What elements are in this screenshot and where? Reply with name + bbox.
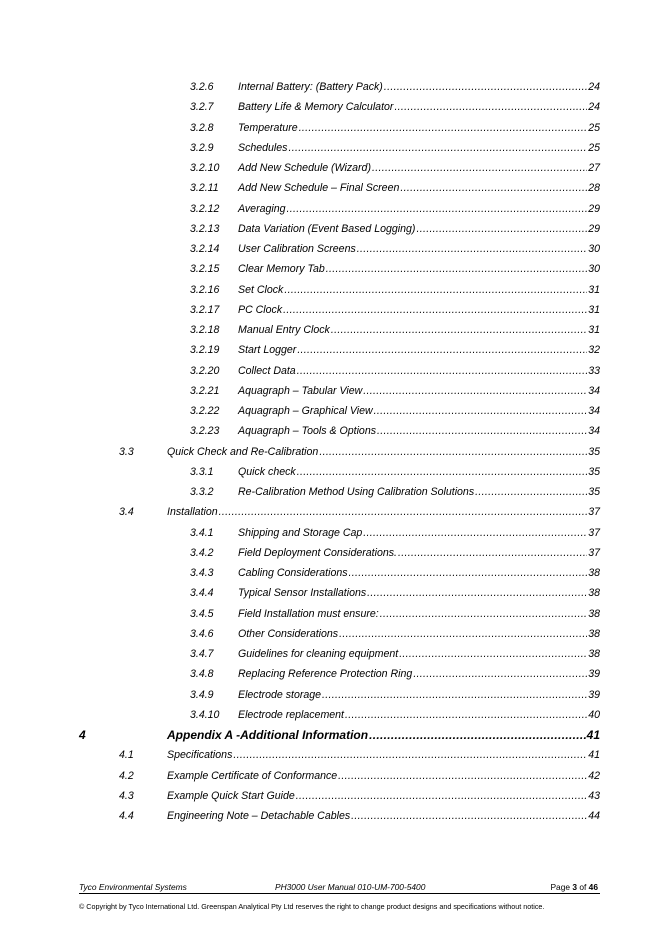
toc-dot-leader (233, 747, 587, 763)
toc-entry-number: 3.3.1 (190, 466, 214, 478)
toc-entry-page: 25 (588, 122, 600, 134)
toc-entry-title: User Calibration Screens (238, 243, 356, 255)
toc-entry-page: 34 (588, 385, 600, 397)
toc-dot-leader (219, 504, 588, 520)
toc-entry-title: Battery Life & Memory Calculator (238, 101, 394, 113)
toc-entry-page: 38 (588, 587, 600, 599)
toc-entry[interactable] (0, 423, 662, 439)
toc-entry-title: PC Clock (238, 304, 283, 316)
toc-entry-link[interactable] (238, 423, 600, 439)
toc-entry-title: Other Considerations (238, 628, 339, 640)
toc-entry-title: Data Variation (Event Based Logging) (238, 223, 416, 235)
toc-entry-link[interactable] (238, 646, 600, 662)
toc-entry-page: 24 (588, 81, 600, 93)
toc-entry-link[interactable] (238, 383, 600, 399)
toc-entry-title: Aquagraph – Tabular View (238, 385, 363, 397)
toc-entry-number: 3.2.22 (190, 405, 220, 417)
toc-entry-link[interactable] (238, 140, 600, 156)
toc-entry-link[interactable] (167, 788, 600, 804)
toc-entry-title: Replacing Reference Protection Ring (238, 668, 413, 680)
toc-entry-title: Averaging (238, 203, 286, 215)
toc-entry-title: Aquagraph – Tools & Options (238, 425, 377, 437)
toc-entry-page: 27 (588, 162, 600, 174)
toc-entry-number: 3.4.2 (190, 547, 214, 559)
toc-entry-title: Add New Schedule – Final Screen (238, 182, 400, 194)
toc-entry-link[interactable] (238, 606, 600, 622)
toc-entry[interactable] (0, 585, 662, 601)
toc-dot-leader (326, 261, 587, 277)
toc-entry-number: 3.4.3 (190, 567, 214, 579)
toc-entry-link[interactable] (167, 444, 600, 460)
toc-dot-leader (369, 727, 586, 743)
toc-entry-page: 37 (588, 527, 600, 539)
toc-entry-title: Typical Sensor Installations (238, 587, 367, 599)
toc-entry-link[interactable] (238, 221, 600, 237)
toc-dot-leader (296, 788, 587, 804)
toc-entry-number: 3.2.19 (190, 344, 220, 356)
toc-entry-title: Field Deployment Considerations. (238, 547, 397, 559)
toc-dot-leader (416, 221, 587, 237)
toc-entry[interactable] (0, 79, 662, 95)
toc-entry-link[interactable] (238, 342, 600, 358)
toc-dot-leader (374, 403, 588, 419)
toc-entry-title: Field Installation must ensure: (238, 608, 379, 620)
toc-entry-page: 44 (588, 810, 600, 822)
toc-dot-leader (357, 241, 587, 257)
toc-dot-leader (297, 342, 587, 358)
toc-entry-link[interactable] (238, 261, 600, 277)
toc-entry[interactable] (0, 201, 662, 217)
toc-entry-link[interactable] (238, 241, 600, 257)
toc-entry-page: 29 (588, 203, 600, 215)
toc-entry-number: 4.1 (119, 749, 134, 761)
toc-entry[interactable] (0, 545, 662, 561)
toc-entry-link[interactable] (238, 484, 600, 500)
toc-entry-title: Engineering Note – Detachable Cables (167, 810, 351, 822)
toc-entry[interactable] (0, 99, 662, 115)
toc-entry-page: 29 (588, 223, 600, 235)
toc-entry[interactable] (0, 788, 662, 804)
toc-entry[interactable] (0, 444, 662, 460)
toc-dot-leader (297, 464, 588, 480)
toc-entry-title: Start Logger (238, 344, 297, 356)
toc-entry-title: Shipping and Storage Cap (238, 527, 363, 539)
toc-entry-number: 3.4.9 (190, 689, 214, 701)
toc-entry[interactable] (0, 504, 662, 520)
toc-entry-page: 41 (586, 728, 600, 742)
toc-dot-leader (322, 687, 587, 703)
toc-dot-leader (297, 363, 588, 379)
toc-entry-link[interactable] (167, 747, 600, 763)
toc-dot-leader (345, 707, 587, 723)
toc-dot-leader (367, 585, 587, 601)
toc-entry[interactable] (0, 322, 662, 338)
toc-entry[interactable] (0, 666, 662, 682)
toc-entry[interactable] (0, 747, 662, 763)
toc-entry[interactable] (0, 221, 662, 237)
toc-entry[interactable] (0, 160, 662, 176)
toc-entry-page: 38 (588, 608, 600, 620)
toc-entry[interactable] (0, 707, 662, 723)
toc-entry-link[interactable] (238, 180, 600, 196)
toc-entry-number: 3.2.16 (190, 284, 220, 296)
toc-entry-link[interactable] (238, 120, 600, 136)
toc-entry-link[interactable] (238, 666, 600, 682)
copyright-notice: © Copyright by Tyco International Ltd. Greenspan Analytical Pty Ltd reserves the right to change product designs and specifications without notice. (79, 902, 545, 911)
toc-entry-number: 3.2.21 (190, 385, 220, 397)
toc-entry-page: 38 (588, 648, 600, 660)
toc-entry-title: Re-Calibration Method Using Calibration Solutions (238, 486, 475, 498)
toc-entry-title: Manual Entry Clock (238, 324, 330, 336)
toc-entry-title: Set Clock (238, 284, 284, 296)
toc-dot-leader (363, 383, 587, 399)
toc-entry-page: 28 (588, 182, 600, 194)
toc-entry-number: 3.2.9 (190, 142, 214, 154)
toc-entry-number: 3.4.4 (190, 587, 214, 599)
toc-entry-title: Guidelines for cleaning equipment (238, 648, 399, 660)
toc-entry[interactable] (0, 727, 662, 743)
toc-dot-leader (384, 79, 587, 95)
footer-company: Tyco Environmental Systems (79, 882, 187, 892)
toc-dot-leader (287, 201, 588, 217)
toc-entry-link[interactable] (238, 585, 600, 601)
toc-entry-number: 3.4.6 (190, 628, 214, 640)
toc-entry[interactable] (0, 342, 662, 358)
toc-entry[interactable] (0, 282, 662, 298)
toc-dot-leader (319, 444, 587, 460)
toc-entry-link[interactable] (238, 464, 600, 480)
toc-entry[interactable] (0, 808, 662, 824)
toc-entry-page: 37 (588, 506, 600, 518)
toc-entry-page: 33 (588, 365, 600, 377)
toc-dot-leader (377, 423, 587, 439)
toc-entry-title: Schedules (238, 142, 288, 154)
toc-entry[interactable] (0, 383, 662, 399)
toc-entry-page: 30 (588, 263, 600, 275)
toc-entry[interactable] (0, 606, 662, 622)
toc-entry-number: 3.3 (119, 446, 134, 458)
toc-dot-leader (349, 565, 588, 581)
toc-entry-page: 43 (588, 790, 600, 802)
toc-entry-title: Collect Data (238, 365, 296, 377)
toc-entry[interactable] (0, 626, 662, 642)
toc-entry-page: 32 (588, 344, 600, 356)
toc-entry[interactable] (0, 241, 662, 257)
toc-entry-number: 3.2.8 (190, 122, 214, 134)
toc-entry-link[interactable] (238, 282, 600, 298)
footer-page-number: Page 3 of 46 (550, 882, 598, 892)
toc-entry-link[interactable] (238, 626, 600, 642)
footer-manual-title: PH3000 User Manual 010-UM-700-5400 (275, 882, 426, 892)
toc-entry-page: 39 (588, 689, 600, 701)
toc-entry-page: 35 (588, 466, 600, 478)
toc-entry-link[interactable] (238, 525, 600, 541)
toc-dot-leader (351, 808, 587, 824)
toc-entry-title: Aquagraph – Graphical View (238, 405, 373, 417)
toc-entry[interactable] (0, 302, 662, 318)
toc-dot-leader (283, 302, 587, 318)
toc-dot-leader (394, 99, 587, 115)
toc-dot-leader (288, 140, 587, 156)
toc-dot-leader (398, 545, 587, 561)
toc-entry-link[interactable] (238, 707, 600, 723)
toc-entry-number: 3.2.6 (190, 81, 214, 93)
toc-dot-leader (299, 120, 588, 136)
toc-entry-number: 3.2.23 (190, 425, 220, 437)
toc-dot-leader (372, 160, 587, 176)
toc-entry-link[interactable] (238, 687, 600, 703)
toc-entry-link[interactable] (238, 545, 600, 561)
toc-entry-number: 3.2.14 (190, 243, 220, 255)
toc-entry-number: 4.2 (119, 770, 134, 782)
toc-entry-title: Quick Check and Re-Calibration (167, 446, 319, 458)
toc-entry[interactable] (0, 180, 662, 196)
toc-entry-page: 39 (588, 668, 600, 680)
toc-entry[interactable] (0, 565, 662, 581)
toc-dot-leader (475, 484, 587, 500)
toc-entry-page: 31 (588, 284, 600, 296)
toc-entry[interactable] (0, 768, 662, 784)
toc-dot-leader (338, 768, 587, 784)
toc-dot-leader (399, 646, 587, 662)
toc-entry[interactable] (0, 525, 662, 541)
toc-dot-leader (331, 322, 587, 338)
toc-entry-number: 4 (79, 728, 86, 742)
toc-entry-link[interactable] (238, 322, 600, 338)
toc-entry-page: 42 (588, 770, 600, 782)
toc-entry-link[interactable] (238, 403, 600, 419)
toc-entry-number: 3.2.12 (190, 203, 220, 215)
toc-entry-title: Temperature (238, 122, 298, 134)
toc-entry-page: 30 (588, 243, 600, 255)
toc-entry-title: Specifications (167, 749, 233, 761)
toc-entry-title: Electrode replacement (238, 709, 344, 721)
toc-entry-page: 24 (588, 101, 600, 113)
toc-entry-number: 3.4.1 (190, 527, 214, 539)
toc-entry-number: 4.3 (119, 790, 134, 802)
toc-entry-link[interactable] (167, 808, 600, 824)
toc-entry-title: Cabling Considerations (238, 567, 348, 579)
toc-dot-leader (400, 180, 587, 196)
toc-entry-link[interactable] (238, 79, 600, 95)
toc-entry-link[interactable] (238, 363, 600, 379)
toc-entry[interactable] (0, 363, 662, 379)
toc-entry-number: 3.2.15 (190, 263, 220, 275)
toc-entry-title: Electrode storage (238, 689, 322, 701)
toc-entry-number: 3.2.11 (190, 182, 219, 194)
toc-dot-leader (380, 606, 587, 622)
footer-divider (79, 893, 600, 894)
toc-entry-number: 3.4.8 (190, 668, 214, 680)
toc-dot-leader (339, 626, 587, 642)
toc-entry-link[interactable] (238, 565, 600, 581)
toc-dot-leader (413, 666, 587, 682)
toc-entry[interactable] (0, 403, 662, 419)
toc-entry-title: Internal Battery: (Battery Pack) (238, 81, 383, 93)
toc-entry-number: 3.2.7 (190, 101, 214, 113)
toc-entry-link[interactable] (238, 160, 600, 176)
toc-entry[interactable] (0, 120, 662, 136)
toc-entry-title: Quick check (238, 466, 296, 478)
toc-entry-number: 3.4.7 (190, 648, 214, 660)
toc-entry-number: 3.2.18 (190, 324, 220, 336)
toc-entry[interactable] (0, 464, 662, 480)
toc-entry-title: Installation (167, 506, 218, 518)
toc-entry-page: 37 (588, 547, 600, 559)
toc-entry-number: 4.4 (119, 810, 134, 822)
toc-entry-page: 35 (588, 446, 600, 458)
toc-entry[interactable] (0, 140, 662, 156)
toc-entry-title: Add New Schedule (Wizard) (238, 162, 371, 174)
toc-entry-link[interactable] (238, 302, 600, 318)
toc-entry-number: 3.4.5 (190, 608, 214, 620)
toc-entry-page: 34 (588, 405, 600, 417)
toc-entry-link[interactable] (238, 201, 600, 217)
toc-dot-leader (363, 525, 587, 541)
toc-entry-page: 31 (588, 324, 600, 336)
toc-entry-number: 3.4.10 (190, 709, 220, 721)
toc-entry-page: 25 (588, 142, 600, 154)
toc-entry[interactable] (0, 261, 662, 277)
toc-entry-page: 38 (588, 567, 600, 579)
toc-entry[interactable] (0, 687, 662, 703)
toc-entry-page: 35 (588, 486, 600, 498)
toc-dot-leader (284, 282, 587, 298)
toc-entry-number: 3.4 (119, 506, 134, 518)
toc-entry[interactable] (0, 646, 662, 662)
toc-entry-page: 31 (588, 304, 600, 316)
toc-entry-link[interactable] (167, 727, 600, 743)
toc-entry-link[interactable] (238, 99, 600, 115)
toc-entry-title: Example Certificate of Conformance (167, 770, 338, 782)
toc-entry-number: 3.2.20 (190, 365, 220, 377)
toc-entry-page: 41 (588, 749, 600, 761)
toc-entry-link[interactable] (167, 768, 600, 784)
toc-entry[interactable] (0, 484, 662, 500)
toc-entry-page: 38 (588, 628, 600, 640)
toc-entry-number: 3.2.13 (190, 223, 220, 235)
toc-entry-number: 3.3.2 (190, 486, 214, 498)
toc-entry-number: 3.2.10 (190, 162, 220, 174)
toc-entry-page: 40 (588, 709, 600, 721)
toc-entry-title: Clear Memory Tab (238, 263, 325, 275)
toc-entry-page: 34 (588, 425, 600, 437)
toc-entry-number: 3.2.17 (190, 304, 220, 316)
toc-entry-title: Appendix A -Additional Information (167, 728, 369, 742)
toc-entry-title: Example Quick Start Guide (167, 790, 295, 802)
toc-entry-link[interactable] (167, 504, 600, 520)
